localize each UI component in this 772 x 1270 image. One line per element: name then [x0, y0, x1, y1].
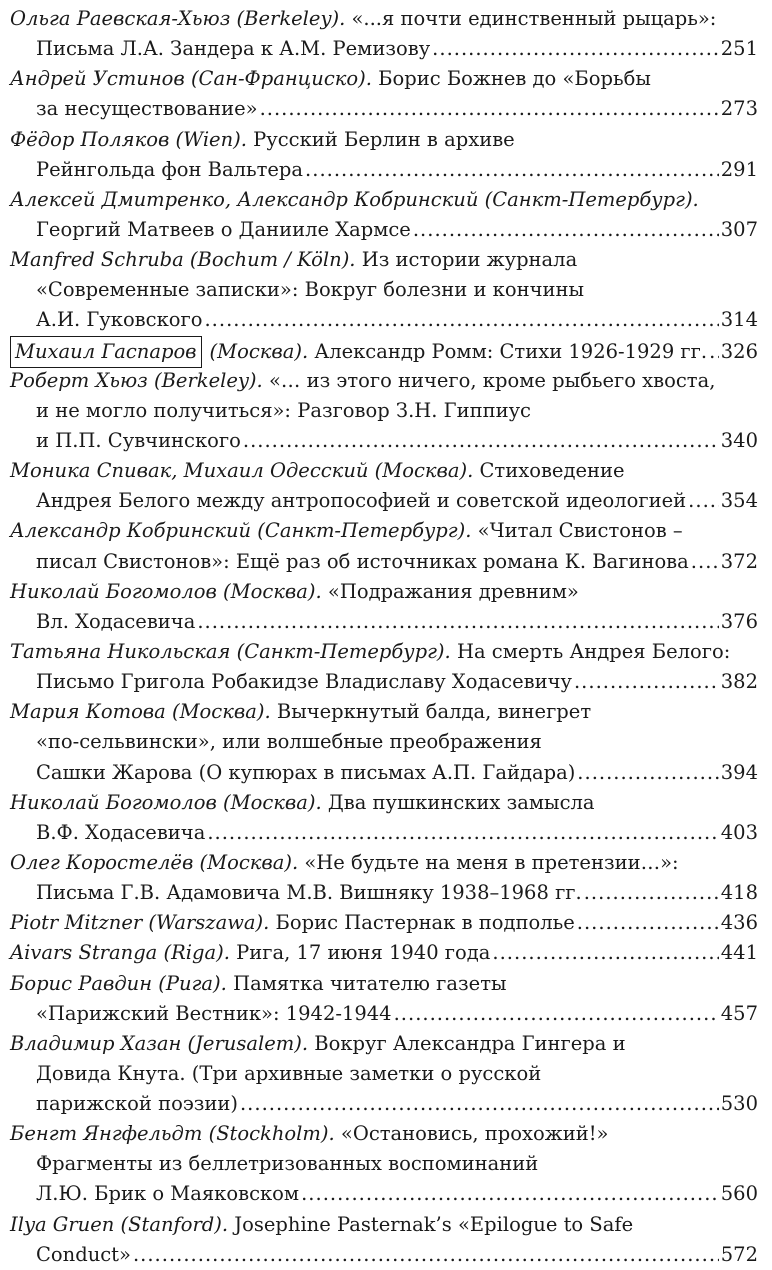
toc-entry — [10, 697, 758, 787]
toc-entry — [10, 366, 758, 456]
toc-title: «Парижский Вестник»: 1942-1944 — [36, 1001, 392, 1025]
toc-author: Алексей Дмитренко, Александр Кобринский (Санкт-Петербург). — [10, 187, 699, 211]
page-number: 273 — [720, 97, 758, 121]
toc-entry — [10, 1210, 758, 1270]
page-number: 560 — [720, 1182, 758, 1206]
toc-entry — [10, 969, 758, 1029]
page-number: 376 — [720, 609, 758, 633]
toc-title: Письмо Григола Робакидзе Владиславу Ходасевичу — [36, 670, 572, 694]
toc-entry-first-line — [10, 4, 758, 34]
toc-author: Aivars Stranga (Riga). — [10, 941, 230, 965]
page-number: 394 — [720, 760, 758, 784]
toc-title: «...я почти единственный рыцарь»: — [351, 7, 717, 30]
toc-entry — [10, 456, 758, 516]
toc-entry-first-line — [10, 516, 758, 546]
toc-entry-continuation-line — [10, 155, 758, 185]
toc-title: Александр Ромм: Стихи 1926-1929 гг. — [314, 339, 708, 363]
toc-title: «… из этого ничего, кроме рыбьего хвоста, — [268, 368, 716, 392]
toc-entry-first-line — [10, 456, 758, 486]
page-number: 382 — [720, 670, 758, 694]
dot-leader — [207, 818, 718, 848]
toc-title: Из истории журнала — [361, 248, 578, 272]
toc-author: Олег Коростелёв (Москва). — [10, 850, 299, 874]
toc-entry-continuation-line — [10, 396, 758, 426]
toc-entry-continuation-line — [10, 878, 758, 908]
toc-entry-continuation-line — [10, 607, 758, 637]
toc-author: Борис Равдин (Рига). — [10, 971, 227, 995]
toc-entry-continuation-line — [10, 818, 758, 848]
page-number: 403 — [720, 820, 758, 844]
toc-title: Вычеркнутый балда, винегрет — [276, 700, 592, 724]
page-number: 418 — [720, 881, 758, 905]
toc-title: Josephine Pasternak’s «Epilogue to Safe — [234, 1212, 634, 1236]
dot-leader — [204, 305, 718, 335]
page-number: 441 — [720, 941, 758, 965]
dot-leader — [197, 607, 718, 637]
toc-entry-continuation-line — [10, 727, 758, 757]
toc-author: Татьяна Никольская (Санкт-Петербург). — [10, 639, 451, 663]
toc-author: Роберт Хьюз (Berkeley). — [10, 368, 263, 392]
toc-entry-first-line — [10, 908, 758, 938]
page-number: 340 — [720, 428, 758, 452]
toc-entry-continuation-line — [10, 215, 758, 245]
toc-entry-first-line — [10, 1119, 758, 1149]
page-number: 251 — [720, 37, 758, 61]
dot-leader — [301, 1179, 719, 1209]
toc-title: Стиховедение — [479, 459, 625, 483]
toc-entry — [10, 125, 758, 185]
toc-title: за несуществование» — [36, 97, 258, 121]
toc-title: Вокруг Александра Гингера и — [314, 1031, 626, 1055]
page-number: 372 — [720, 549, 758, 573]
toc-entry-first-line — [10, 969, 758, 999]
dot-leader — [413, 215, 719, 245]
toc-title: Борис Божнев до «Борьбы — [378, 67, 651, 91]
dot-leader — [260, 94, 719, 124]
toc-entry — [10, 245, 758, 335]
toc-entry — [10, 64, 758, 124]
toc-entry-continuation-line — [10, 426, 758, 456]
toc-author: Бенгт Янгфельдт (Stockholm). — [10, 1122, 335, 1146]
dot-leader — [240, 1089, 719, 1119]
toc-entry-continuation-line — [10, 758, 758, 788]
toc-title: Рига, 17 июня 1940 года — [236, 941, 491, 965]
dot-leader — [691, 547, 719, 577]
toc-title: Памятка читателю газеты — [233, 971, 507, 995]
toc-author: Александр Кобринский (Санкт-Петербург). — [10, 519, 472, 543]
toc-author: Ольга Раевская-Хьюз (Berkeley). — [10, 7, 346, 30]
toc-title: Борис Пастернак в подполье — [275, 911, 575, 935]
dot-leader — [492, 938, 718, 968]
toc-title: «Не будьте на меня в претензии…»: — [304, 850, 679, 874]
toc-author: Андрей Устинов (Сан-Франциско). — [10, 67, 372, 91]
toc-entry-continuation-line — [10, 1059, 758, 1089]
toc-title: «Подражания древним» — [327, 579, 579, 603]
toc-title: На смерть Андрея Белого: — [456, 639, 731, 663]
toc-title: Довида Кнута. (Три архивные заметки о русской — [36, 1061, 542, 1085]
toc-entry-continuation-line — [10, 1179, 758, 1209]
toc-entry-continuation-line — [10, 486, 758, 516]
toc-author: Фёдор Поляков (Wien). — [10, 127, 247, 151]
dot-leader — [394, 999, 719, 1029]
toc-title: «по-сельвински», или волшебные преображения — [36, 730, 542, 754]
page-number: 307 — [720, 217, 758, 241]
toc-title: Conduct» — [36, 1242, 131, 1266]
toc-title: Рейнгольда фон Вальтера — [36, 157, 304, 181]
page-number: 457 — [720, 1001, 758, 1025]
toc-author: Михаил Гаспаров — [10, 336, 202, 368]
toc-title: писал Свистонов»: Ещё раз об источниках романа К. Вагинова — [36, 549, 689, 573]
toc-author: Моника Спивак, Михаил Одесский (Москва). — [10, 459, 474, 483]
toc-author: Николай Богомолов (Москва). — [10, 579, 322, 603]
toc-author: Ilya Gruen (Stanford). — [10, 1212, 229, 1236]
dot-leader — [305, 155, 719, 185]
toc-entry — [10, 185, 758, 245]
toc-title: Письма Г.В. Адамовича М.В. Вишняку 1938–1968 гг. — [36, 881, 582, 905]
toc-entry — [10, 4, 758, 64]
toc-entry-first-line — [10, 125, 758, 155]
toc-entry — [10, 848, 758, 908]
toc-entry — [10, 336, 758, 366]
toc-entry-first-line — [10, 1210, 758, 1240]
toc-entry — [10, 577, 758, 637]
toc-entry-first-line — [10, 366, 758, 396]
toc-title: Георгий Матвеев о Данииле Хармсе — [36, 217, 411, 241]
toc-entry-continuation-line — [10, 1149, 758, 1179]
toc-entry-first-line — [10, 64, 758, 94]
dot-leader — [574, 667, 719, 697]
toc-entry-first-line — [10, 336, 758, 366]
toc-title: Л.Ю. Брик о Маяковском — [36, 1182, 300, 1206]
toc-title: Вл. Ходасевича — [36, 609, 196, 633]
toc-title: «Остановись, прохожий!» — [340, 1122, 609, 1146]
toc-author: Николай Богомолов (Москва). — [10, 790, 322, 814]
toc-entry-continuation-line — [10, 275, 758, 305]
toc-entry-first-line — [10, 185, 758, 215]
dot-leader — [577, 908, 719, 938]
dot-leader — [709, 337, 719, 367]
toc-entry-first-line — [10, 577, 758, 607]
page-number: 530 — [720, 1092, 758, 1116]
page-number: 572 — [720, 1242, 758, 1266]
dot-leader — [688, 486, 719, 516]
toc-entry — [10, 1119, 758, 1209]
toc-author: Мария Котова (Москва). — [10, 700, 271, 724]
toc-entry — [10, 938, 758, 968]
page-number: 436 — [720, 911, 758, 935]
toc-entry — [10, 1029, 758, 1119]
toc-author-city: (Москва). — [209, 339, 309, 363]
toc-entry-continuation-line — [10, 94, 758, 124]
toc-entry — [10, 637, 758, 697]
dot-leader — [243, 426, 719, 456]
toc-entry-continuation-line — [10, 667, 758, 697]
toc-entry-first-line — [10, 788, 758, 818]
page-number: 354 — [720, 489, 758, 513]
toc-title: А.И. Гуковского — [36, 308, 203, 332]
toc-title: Письма Л.А. Зандера к А.М. Ремизову — [36, 37, 431, 61]
toc-title: Два пушкинских замысла — [327, 790, 595, 814]
toc-entry-continuation-line — [10, 1089, 758, 1119]
toc-author: Manfred Schruba (Bochum / Köln). — [10, 248, 356, 272]
toc-entry-continuation-line — [10, 1240, 758, 1270]
toc-entry-continuation-line — [10, 34, 758, 64]
toc-title: и не могло получиться»: Разговор З.Н. Гиппиус — [36, 398, 531, 422]
toc-entry-continuation-line — [10, 305, 758, 335]
toc-title: «Читал Свистонов – — [477, 519, 683, 543]
page-number: 326 — [720, 339, 758, 363]
toc-entry-continuation-line — [10, 999, 758, 1029]
toc-author: Piotr Mitzner (Warszawa). — [10, 911, 270, 935]
toc-entry — [10, 516, 758, 576]
toc-entry — [10, 908, 758, 938]
toc-title: парижской поэзии) — [36, 1092, 238, 1116]
page-number: 314 — [720, 308, 758, 332]
toc-title: и П.П. Сувчинского — [36, 428, 241, 452]
toc-entry — [10, 788, 758, 848]
toc-entry-first-line — [10, 848, 758, 878]
toc-title: Андрея Белого между антропософией и советской идеологией — [36, 489, 687, 513]
toc-entry-first-line — [10, 245, 758, 275]
toc-entry-first-line — [10, 1029, 758, 1059]
toc-entry-first-line — [10, 938, 758, 968]
toc-title: Фрагменты из беллетризованных воспоминаний — [36, 1152, 539, 1176]
page-number: 291 — [720, 157, 758, 181]
dot-leader — [432, 34, 719, 64]
toc-entry-continuation-line — [10, 547, 758, 577]
toc-title: «Современные записки»: Вокруг болезни и кончины — [36, 278, 584, 302]
toc-entry-first-line — [10, 697, 758, 727]
toc-title: Русский Берлин в архиве — [253, 127, 515, 151]
dot-leader — [577, 758, 718, 788]
dot-leader — [584, 878, 719, 908]
toc-title: Сашки Жарова (О купюрах в письмах А.П. Гайдара) — [36, 760, 576, 784]
toc-title: В.Ф. Ходасевича — [36, 820, 206, 844]
dot-leader — [133, 1240, 719, 1270]
toc-author: Владимир Хазан (Jerusalem). — [10, 1031, 309, 1055]
toc-entry-first-line — [10, 637, 758, 667]
